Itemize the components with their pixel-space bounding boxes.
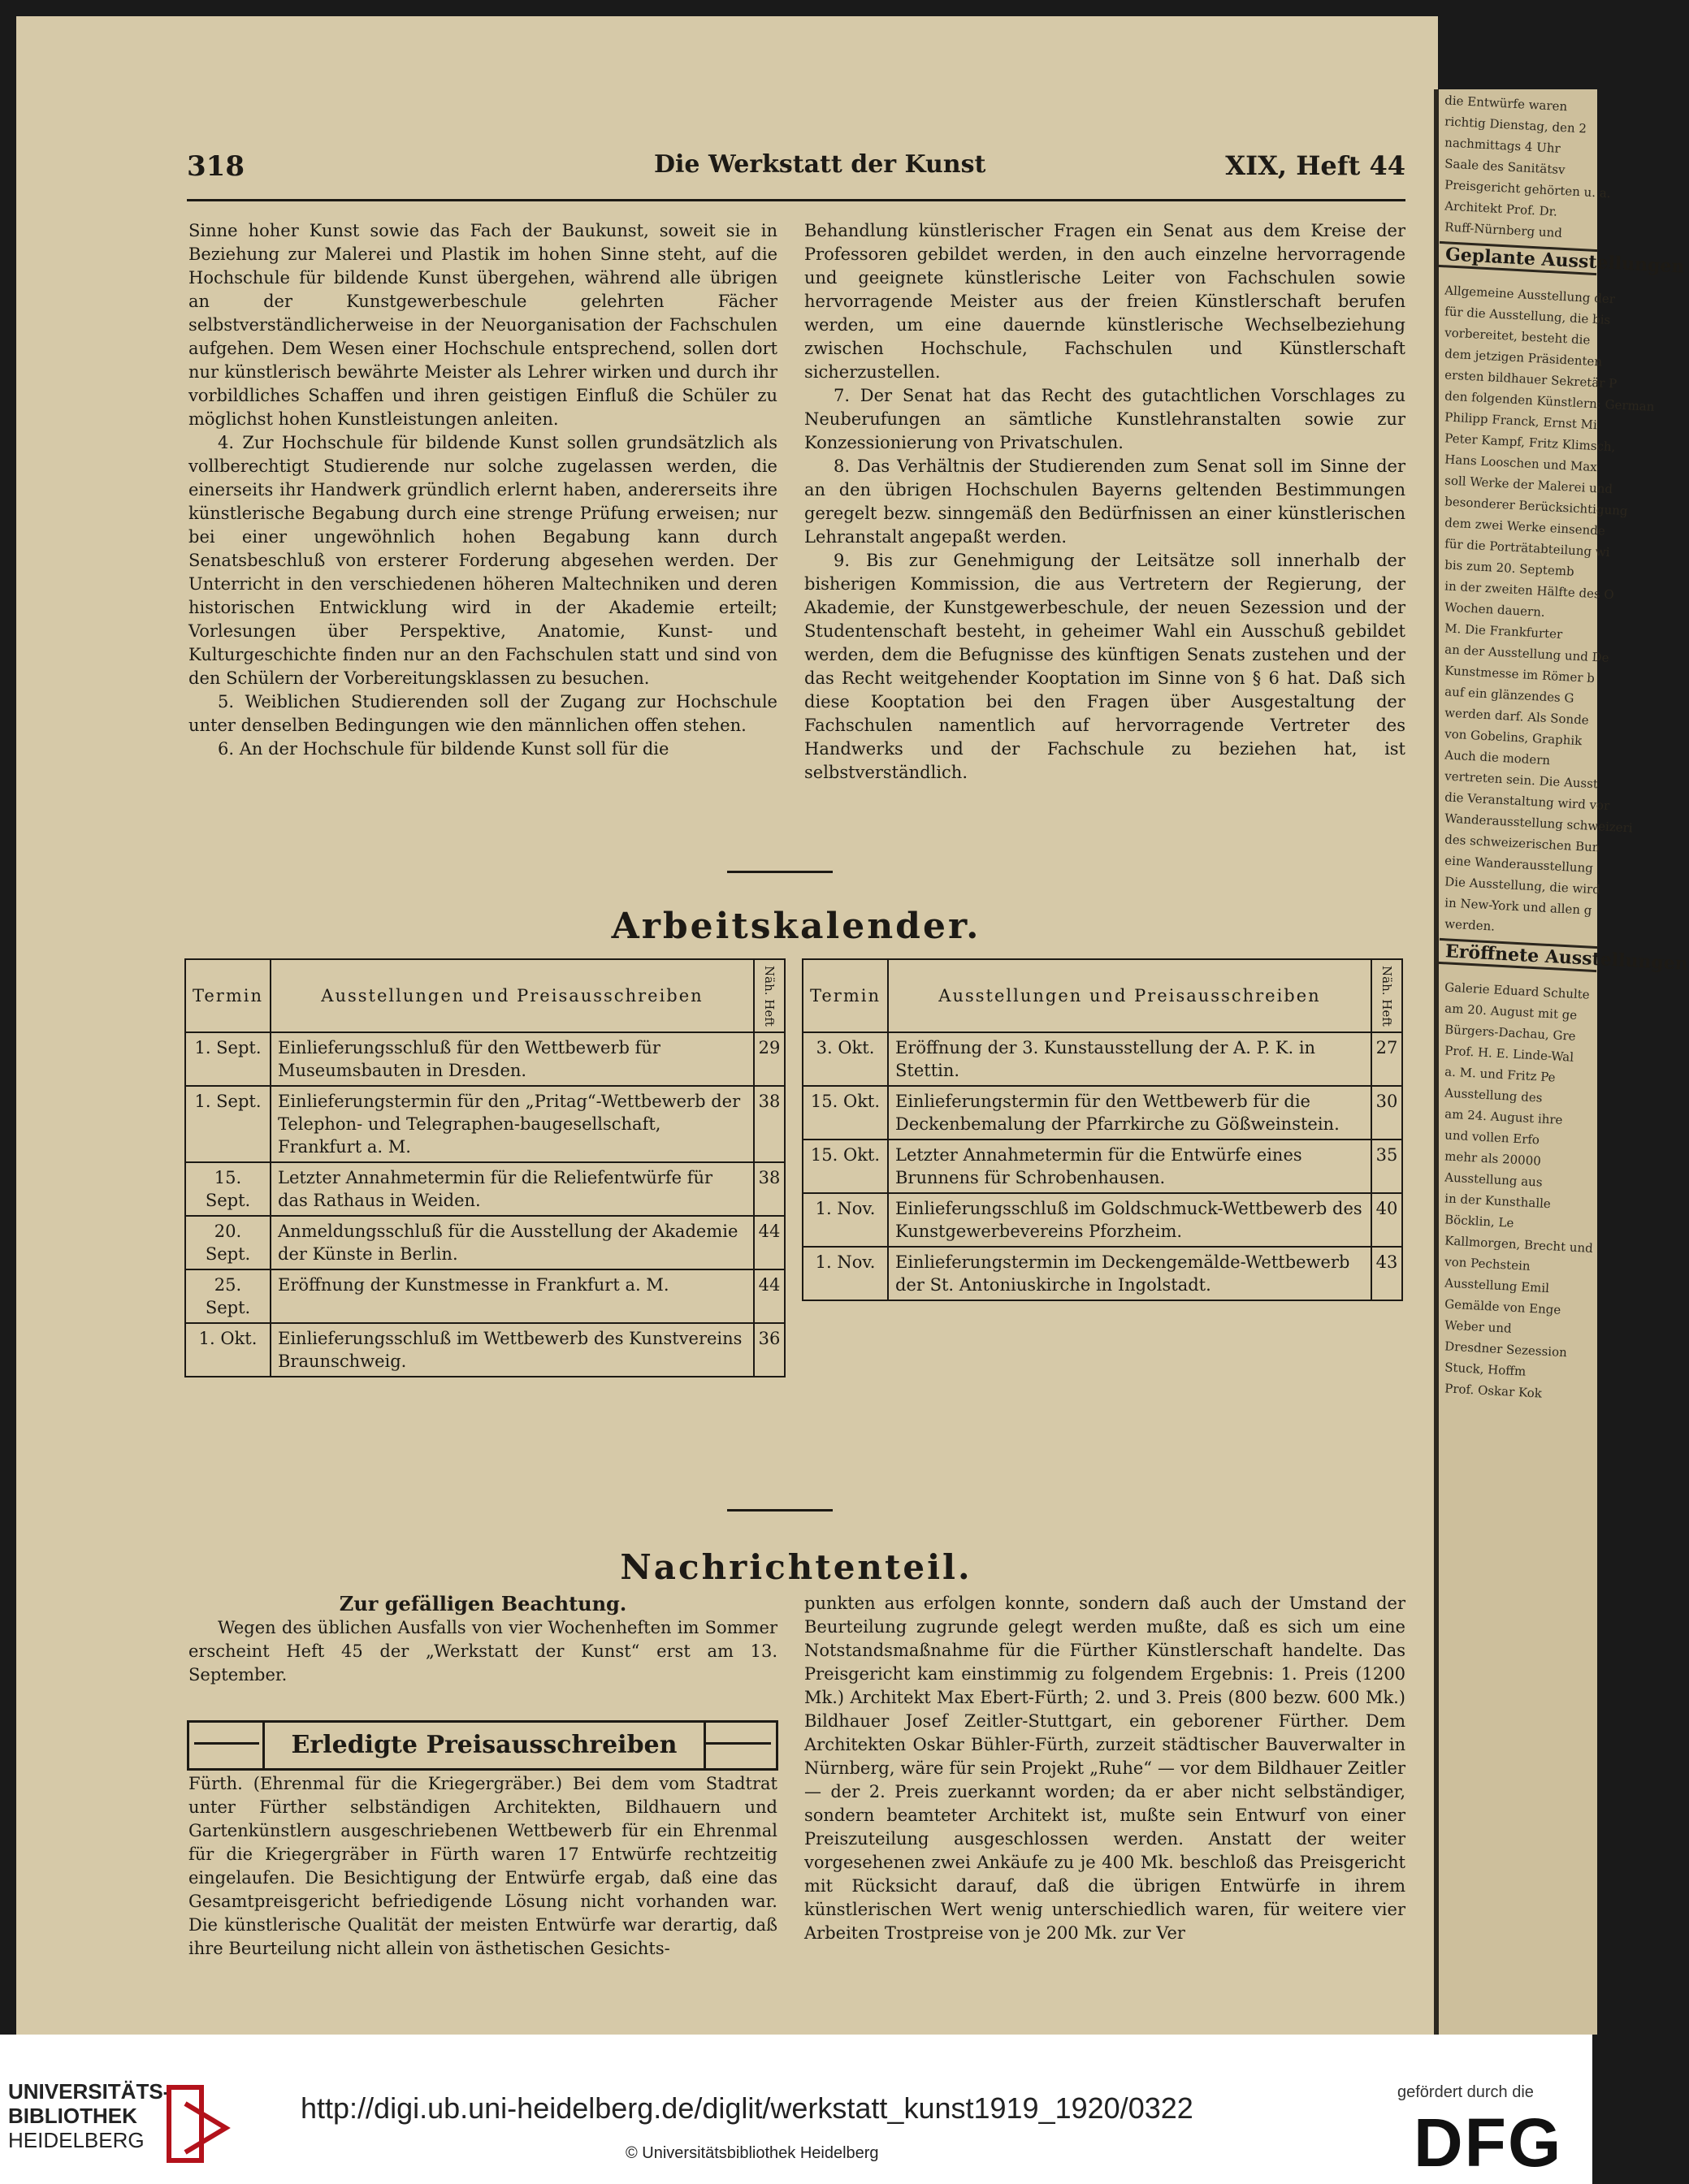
news-left-column	[188, 1772, 777, 1961]
paragraph: 8. Das Verhältnis der Studierenden zum Senat soll im Sinne der an den übrigen Hochschulen Bayerns geltenden Bestimmungen geregelt bezw. sinngemäß den Bedürfnissen an einer künstlerischen Lehranstalt angepaßt werden.	[804, 456, 1405, 547]
neighbor-line: den folgenden Künstlern: German	[1444, 388, 1655, 414]
paragraph: 7. Der Senat hat das Recht des gutachtlichen Vorschlages zu Neuberufungen an sämtliche Kunstlehranstalten sowie zur Konzessionierung von Privatschulen.	[804, 386, 1405, 452]
calendar-heft: 29	[754, 1032, 785, 1086]
library-logo-text	[8, 2079, 170, 2152]
col-termin-header: Termin	[803, 959, 888, 1032]
neighbor-line: vorbereitet, besteht die	[1444, 325, 1591, 348]
calendar-row	[185, 1086, 785, 1162]
neighbor-line: von Gobelins, Graphik	[1444, 726, 1583, 749]
calendar-heft: 35	[1371, 1140, 1402, 1193]
calendar-heft: 40	[1371, 1193, 1402, 1247]
calendar-heft: 44	[754, 1216, 785, 1269]
box-bar-left	[194, 1742, 259, 1745]
notice-text	[188, 1616, 777, 1687]
calendar-entry: Einlieferungstermin für den Wettbewerb für die Deckenbemalung der Pfarrkirche zu Gößweinstein.	[888, 1086, 1371, 1140]
copyright-notice: © Universitätsbibliothek Heidelberg	[626, 2144, 879, 2162]
neighbor-line: Saale des Sanitätsv	[1444, 156, 1566, 178]
neighbor-line: soll Werke der Malerei und	[1444, 473, 1613, 497]
neighbor-line: Ruff-Nürnberg und	[1444, 219, 1563, 240]
calendar-entry: Letzter Annahmetermin für die Entwürfe eines Brunnens für Schrobenhausen.	[888, 1140, 1371, 1193]
logo-line: HEIDELBERG	[8, 2128, 145, 2152]
calendar-row	[803, 1032, 1402, 1086]
neighbor-line: in der zweiten Hälfte des O	[1444, 578, 1615, 603]
calendar-row	[185, 1032, 785, 1086]
calendar-heft: 38	[754, 1162, 785, 1216]
paragraph: 6. An der Hochschule für bildende Kunst soll für die	[218, 739, 669, 759]
neighbor-line: Gemälde von Enge	[1444, 1296, 1561, 1317]
calendar-date: 1. Sept.	[185, 1032, 271, 1086]
neighbor-line: ersten bildhauer Sekretär P	[1444, 367, 1618, 391]
neighbor-line: Prof. H. E. Linde-Wal	[1444, 1043, 1574, 1065]
neighbor-line: besonderer Berücksichtigung	[1444, 494, 1628, 519]
calendar-entry: Anmeldungsschluß für die Ausstellung der Akademie der Künste in Berlin.	[271, 1216, 754, 1269]
calendar-table-right	[802, 958, 1403, 1301]
neighbor-line: Weber und	[1444, 1317, 1513, 1336]
neighbor-line: werden darf. Als Sonde	[1444, 705, 1590, 728]
calendar-title: Arbeitskalender.	[611, 906, 981, 947]
neighbor-line: des schweizerischen Bun	[1444, 832, 1600, 855]
section-divider	[727, 1509, 833, 1512]
calendar-heft: 27	[1371, 1032, 1402, 1086]
calendar-row	[185, 1216, 785, 1269]
funding-label: gefördert durch die	[1397, 2083, 1534, 2101]
neighbor-line: Wochen dauern.	[1444, 599, 1546, 620]
section-divider	[727, 871, 833, 873]
col-heft-header: Näh. Heft	[1371, 959, 1402, 1032]
col-termin-header: Termin	[185, 959, 271, 1032]
neighbor-line: nachmittags 4 Uhr	[1444, 135, 1561, 156]
neighbor-line: Philipp Franck, Ernst Mi	[1444, 409, 1598, 433]
calendar-row	[185, 1323, 785, 1377]
notice-heading: Zur gefälligen Beachtung.	[339, 1592, 627, 1615]
calendar-heft: 38	[754, 1086, 785, 1162]
paragraph: 4. Zur Hochschule für bildende Kunst sollen grundsätzlich als vollberechtigt Studierende nur solche zugelassen werden, die einerseits ihr Handwerk gründlich erlernt haben, andererseits ihre künstlerische Begabung durch eine strenge Prüfung erweisen; nur bei einer ungewöhnlich hohen Begabung kann durch Senatsbeschluß von ersterer Forderung abgesehen werden. Der Unterricht in den verschiedenen höheren Maltechniken und deren historischen Entwicklung wird in der Akademie erteilt; Vorlesungen über Perspektive, Anatomie, Kunst- und Kulturgeschichte finden nur an den Fachschulen statt und sind von den Schülern der Vorbereitungsklassen zu besuchen.	[188, 433, 777, 688]
calendar-row	[803, 1247, 1402, 1300]
neighbor-line: Kallmorgen, Brecht und	[1444, 1233, 1594, 1256]
neighbor-line: Prof. Oskar Kok	[1444, 1381, 1543, 1401]
neighbor-line: werden.	[1444, 916, 1496, 934]
calendar-heft: 30	[1371, 1086, 1402, 1140]
neighbor-line: für die Ausstellung, die bis	[1444, 304, 1611, 328]
neighbor-line: bis zum 20. Septemb	[1444, 557, 1575, 579]
neighbor-heading: Eröffnete Ausstellungen	[1438, 938, 1597, 972]
calendar-entry: Letzter Annahmetermin für die Reliefentwürfe für das Rathaus in Weiden.	[271, 1162, 754, 1216]
neighbor-line: auf ein glänzendes G	[1444, 684, 1574, 706]
neighbor-line: am 24. August ihre	[1444, 1106, 1563, 1127]
neighbor-line: Peter Kampf, Fritz Klimsch,	[1444, 430, 1616, 455]
section-box-heading	[187, 1720, 778, 1771]
neighbor-line: Bürgers-Dachau, Gre	[1444, 1022, 1577, 1044]
calendar-row	[803, 1140, 1402, 1193]
calendar-table-left	[184, 958, 786, 1377]
neighbor-line: in New-York und allen g	[1444, 895, 1592, 918]
paragraph: 5. Weiblichen Studierenden soll der Zugang zur Hochschule unter denselben Bedingungen wie den männlichen offen stehen.	[188, 692, 777, 735]
neighbor-line: Allgemeine Ausstellung der	[1444, 283, 1616, 307]
calendar-entry: Einlieferungstermin im Deckengemälde-Wettbewerb der St. Antoniuskirche in Ingolstadt.	[888, 1247, 1371, 1300]
neighbor-line: von Pechstein	[1444, 1254, 1531, 1274]
box-heading-label: Erledigte Preisausschreiben	[262, 1723, 706, 1768]
neighbor-line: in der Kunsthalle	[1444, 1191, 1552, 1212]
neighbor-line: dem zwei Werke einsende	[1444, 515, 1606, 538]
calendar-date: 3. Okt.	[803, 1032, 888, 1086]
neighbor-heading: Geplante Ausstellungen	[1438, 241, 1597, 275]
neighbor-line: Böcklin, Le	[1444, 1212, 1514, 1230]
library-logo-icon	[161, 2079, 234, 2169]
logo-line: BIBLIOTHEK	[8, 2104, 137, 2128]
calendar-date: 15. Okt.	[803, 1140, 888, 1193]
page-number: 318	[187, 150, 245, 183]
neighbor-line: Die Ausstellung, die wird	[1444, 874, 1601, 897]
calendar-date: 1. Sept.	[185, 1086, 271, 1162]
issue-label: XIX, Heft 44	[1225, 150, 1405, 181]
calendar-heft: 43	[1371, 1247, 1402, 1300]
journal-title: Die Werkstatt der Kunst	[654, 150, 986, 179]
neighbor-line: Ausstellung aus	[1444, 1170, 1544, 1190]
news-title: Nachrichtenteil.	[620, 1547, 972, 1587]
neighbor-line: mehr als 20000	[1444, 1148, 1542, 1169]
paragraph: Fürth. (Ehrenmal für die Kriegergräber.) Bei dem vom Stadtrat unter Fürther selbständigen Architekten, Bildhauern und Gartenkünstlern ausgeschriebenen Wettbewerb für ein Ehrenmal für die Kriegergräber in Fürth waren 17 Entwürfe rechtzeitig eingelaufen. Die Besichtigung der Entwürfe ergab, daß eine das Gesamtpreisgericht befriedigende Lösung nicht vorhanden war. Die künstlerische Qualität der meisten Entwürfe war derartig, daß ihre Beurteilung nicht allein von ästhetischen Gesichts-	[188, 1774, 777, 1958]
neighbor-line: Preisgericht gehörten u. a.	[1444, 177, 1612, 201]
calendar-date: 20. Sept.	[185, 1216, 271, 1269]
neighbor-line: Wanderausstellung schweizeri	[1444, 811, 1634, 836]
article-right-column	[804, 219, 1405, 785]
calendar-entry: Eröffnung der 3. Kunstausstellung der A. P. K. in Stettin.	[888, 1032, 1371, 1086]
neighbor-line: am 20. August mit ge	[1444, 1001, 1578, 1023]
neighbor-line: Kunstmesse im Römer b	[1444, 663, 1596, 686]
article-left-column	[188, 219, 777, 761]
neighbor-line: Stuck, Hoffm	[1444, 1360, 1527, 1379]
permalink-url[interactable]: http://digi.ub.uni-heidelberg.de/diglit/werkstatt_kunst1919_1920/0322	[301, 2091, 1193, 2125]
neighbor-line: Ausstellung Emil	[1444, 1275, 1550, 1296]
paragraph: 9. Bis zur Genehmigung der Leitsätze soll innerhalb der bisherigen Kommission, die aus Vertretern der Regierung, der Akademie, der Kunstgewerbeschule, der neuen Sezession und der Studentenschaft besteht, in geheimer Wahl ein Ausschuß gebildet werden, dem die Befugnisse des künftigen Senats zustehen und der das Recht weitgehender Kooptation im Sinne von § 6 hat. Daß sich diese Kooptation bei den Fragen über Ausgestaltung der Fachschulen namentlich auf hervorragende Vertreter des Handwerks und der Fachschule zu beziehen hat, ist selbstverständlich.	[804, 551, 1405, 782]
calendar-row	[185, 1269, 785, 1323]
dfg-logo: DFG	[1414, 2104, 1563, 2181]
neighbor-line: Ausstellung des	[1444, 1085, 1543, 1105]
col-desc-header: Ausstellungen und Preisausschreiben	[271, 959, 754, 1032]
logo-line: UNIVERSITÄTS-	[8, 2079, 171, 2104]
calendar-row	[185, 1162, 785, 1216]
news-right-column	[804, 1592, 1405, 1945]
calendar-date: 1. Nov.	[803, 1193, 888, 1247]
neighbor-line: Hans Looschen und Max	[1444, 452, 1598, 475]
calendar-row	[803, 1086, 1402, 1140]
neighbor-line: an der Ausstellung und De	[1444, 642, 1609, 665]
running-header	[187, 142, 1405, 191]
calendar-entry: Eröffnung der Kunstmesse in Frankfurt a. M.	[271, 1269, 754, 1323]
calendar-heft: 36	[754, 1323, 785, 1377]
calendar-entry: Einlieferungsschluß im Wettbewerb des Kunstvereins Braunschweig.	[271, 1323, 754, 1377]
neighbor-line: a. M. und Fritz Pe	[1444, 1064, 1557, 1085]
neighbor-page-edge	[1434, 89, 1689, 2035]
neighbor-line: dem jetzigen Präsidenten	[1444, 346, 1603, 370]
neighbor-line: für die Porträtabteilung wi	[1444, 536, 1610, 560]
paragraph: Behandlung künstlerischer Fragen ein Senat aus dem Kreise der Professoren gebildet werden, in den auch einzelne hervorragende und geeignete künstlerische Leiter von Fachschulen sowie hervorragende Meister aus der freien Künstlerschaft berufen werden, um eine dauernde künstlerische Wechselbeziehung zwischen Hochschule, Fachschulen und Künstlerschaft sicherzustellen.	[804, 221, 1405, 382]
neighbor-line: die Veranstaltung wird vor	[1444, 789, 1610, 814]
calendar-entry: Einlieferungstermin für den „Pritag“-Wettbewerb der Telephon- und Telegraphen-baugesellschaft, Frankfurt a. M.	[271, 1086, 754, 1162]
neighbor-line: und vollen Erfo	[1444, 1127, 1540, 1148]
col-desc-header: Ausstellungen und Preisausschreiben	[888, 959, 1371, 1032]
calendar-date: 1. Okt.	[185, 1323, 271, 1377]
calendar-row	[803, 1193, 1402, 1247]
paragraph: Sinne hoher Kunst sowie das Fach der Baukunst, soweit sie in Beziehung zur Malerei und Plastik im hohen Sinne steht, auf die Hochschule für bildende Kunst übergehen, während alle übrigen an der Kunstgewerbeschule gelehrten Fächer selbstverständlicherweise in der Neuorganisation der Fachschulen aufgehen. Dem Wesen einer Hochschule entsprechend, sollen dort nur künstlerisch bewährte Meister als Lehrer wirken und durch ihr vorbildliches Schaffen und ihren geistigen Einfluß die Schüler zu möglichst hohen Kunstleistungen anleiten.	[188, 221, 777, 429]
calendar-heft: 44	[754, 1269, 785, 1323]
calendar-entry: Einlieferungsschluß für den Wettbewerb für Museumsbauten in Dresden.	[271, 1032, 754, 1086]
neighbor-line: Architekt Prof. Dr.	[1444, 198, 1558, 219]
box-bar-right	[706, 1742, 771, 1745]
calendar-date: 15. Okt.	[803, 1086, 888, 1140]
paragraph: Wegen des üblichen Ausfalls von vier Wochenheften im Sommer erscheint Heft 45 der „Werkstatt der Kunst“ erst am 13. September.	[188, 1618, 777, 1684]
header-rule	[187, 199, 1405, 201]
neighbor-line: Auch die modern	[1444, 747, 1551, 768]
calendar-date: 1. Nov.	[803, 1247, 888, 1300]
calendar-entry: Einlieferungsschluß im Goldschmuck-Wettbewerb des Kunstgewerbevereins Pforzheim.	[888, 1193, 1371, 1247]
col-heft-header: Näh. Heft	[754, 959, 785, 1032]
neighbor-line: M. Die Frankfurter	[1444, 621, 1563, 642]
neighbor-line: Galerie Eduard Schulte	[1444, 980, 1591, 1002]
neighbor-line: eine Wanderausstellung	[1444, 853, 1594, 876]
paragraph: punkten aus erfolgen konnte, sondern daß auch der Umstand der Beurteilung zugrunde gelegt werden mußte, daß es sich um eine Notstandsmaßnahme für die Fürther Künstlerschaft handelte. Das Preisgericht kam einstimmig zu folgendem Ergebnis: 1. Preis (1200 Mk.) Architekt Max Ebert-Fürth; 2. und 3. Preis (800 bezw. 600 Mk.) Bildhauer Josef Zeitler-Stuttgart, ein geborener Fürther. Dem Architekten Oskar Bühler-Fürth, zurzeit städtischer Bauverwalter in Nürnberg, wäre für sein Projekt „Ruhe“ — vor dem Bildhauer Zeitler — der 2. Preis zuerkannt worden; da er aber nicht selbständiger, sondern beamteter Architekt ist, mußte sein Entwurf von einer Preiszuteilung ausgeschlossen werden. Anstatt der weiter vorgesehenen zwei Ankäufe zu je 400 Mk. beschloß das Preisgericht mit Rücksicht darauf, daß die übrigen Entwürfe in ihrem künstlerischen Wert wenig unterschiedlich waren, für weitere vier Arbeiten Trostpreise von je 200 Mk. zur Ver	[804, 1594, 1405, 1943]
calendar-date: 15. Sept.	[185, 1162, 271, 1216]
neighbor-line: vertreten sein. Die Ausst	[1444, 768, 1599, 792]
neighbor-line: Dresdner Sezession	[1444, 1339, 1568, 1360]
calendar-date: 25. Sept.	[185, 1269, 271, 1323]
neighbor-line: richtig Dienstag, den 2	[1444, 114, 1587, 136]
neighbor-line: die Entwürfe waren	[1444, 93, 1568, 115]
